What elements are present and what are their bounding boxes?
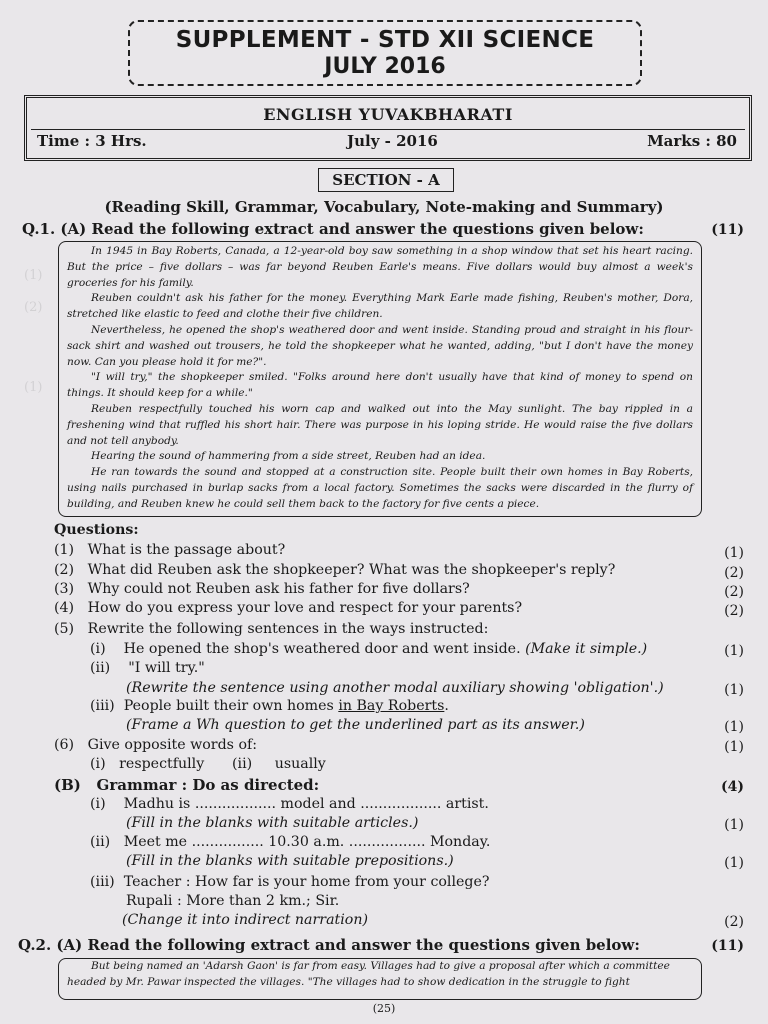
extract-paragraph: Nevertheless, he opened the shop's weathered door and went inside. Standing proud and straight in his flour-sack shirt and washed out trousers, he told the shopkeeper what he wanted, adding, "but I don't have the money now. Can you please hold it for me?". — [67, 323, 693, 368]
question-marks: (2) — [724, 565, 744, 581]
question-text: Rewrite the following sentences in the ways instructed: — [87, 621, 489, 637]
question-heading — [18, 936, 640, 954]
question-text: What is the passage about? — [87, 542, 286, 558]
question-text: How do you express your love and respect for your parents? — [87, 600, 523, 616]
supplement-subtitle: JULY 2016 — [324, 54, 446, 79]
paper-time: Time : 3 Hrs. — [37, 132, 147, 150]
supplement-header — [128, 20, 642, 86]
question-marks: (11) — [711, 938, 744, 954]
sub-question-number: (i) — [90, 641, 106, 657]
sub-question-text: Madhu is .................. model and .................. artist. — [123, 796, 489, 812]
extract-paragraph: In 1945 in Bay Roberts, Canada, a 12-year-old boy saw something in a shop window that set his heart racing. But the price – five dollars – was far beyond Reuben Earle's means. Five dollars would buy almost a week's groceries for his family. — [67, 245, 693, 289]
sub-question-number: (i) — [90, 796, 106, 812]
instruction-text: (Rewrite the sentence using another modal auxiliary showing 'obligation'.) — [126, 680, 664, 696]
section-subtitle: (Reading Skill, Grammar, Vocabulary, Note-making and Summary) — [104, 198, 664, 216]
sub-question-number: (iii) — [90, 698, 115, 714]
sub-question — [90, 698, 449, 714]
question-number: Q.2. (A) — [18, 936, 83, 954]
sub-question-number: (i) — [90, 756, 106, 772]
question-item — [54, 621, 488, 637]
divider — [31, 129, 745, 130]
sub-question-text: People built their own homes — [123, 698, 339, 714]
sub-question-text: "I will try." — [128, 660, 205, 676]
question-number: (4) — [54, 600, 75, 616]
question-marks: (1) — [724, 545, 744, 561]
reading-extract — [58, 958, 702, 1000]
extract-paragraph: He ran towards the sound and stopped at a construction site. People built their own homes in Bay Roberts, using nails purchased in burlap sacks from a local factory. Sometimes the sacks were discarded in the flurry of building, and Reuben knew he could sell them back to the factory for five cents a piece. — [67, 466, 693, 510]
question-number: (1) — [54, 542, 75, 558]
question-marks: (1) — [724, 682, 744, 698]
question-number: (B) — [54, 776, 81, 794]
extract-paragraph: But being named an 'Adarsh Gaon' is far from easy. Villages had to give a proposal after which a committee headed by Mr. Pawar inspected the villages. "The villages had to show dedication in the struggle to fight — [67, 960, 670, 988]
question-marks: (2) — [724, 584, 744, 600]
sub-question-text: usually — [274, 756, 326, 772]
bleed-through-mark: (1) — [24, 268, 43, 283]
question-text: Grammar : Do as directed: — [96, 776, 320, 794]
paper-marks: Marks : 80 — [647, 132, 737, 150]
sub-question-text: Meet me ................ 10.30 a.m. ................. Monday. — [123, 834, 491, 850]
instruction-text: (Change it into indirect narration) — [122, 912, 368, 928]
sub-question — [90, 660, 205, 676]
sub-question — [90, 641, 647, 657]
sub-question-text: . — [444, 698, 449, 714]
question-item — [54, 737, 257, 753]
question-marks: (1) — [724, 643, 744, 659]
bleed-through-mark: (2) — [24, 300, 43, 315]
question-heading — [54, 776, 319, 794]
question-marks: (2) — [724, 914, 744, 930]
bleed-through-mark: (1) — [24, 380, 43, 395]
sub-question-number: (ii) — [90, 834, 111, 850]
subject-title: ENGLISH YUVAKBHARATI — [263, 105, 513, 124]
instruction-text: (Make it simple.) — [525, 641, 648, 657]
question-marks: (1) — [724, 739, 744, 755]
paper-info-box — [24, 95, 752, 161]
reading-extract — [58, 241, 702, 517]
sub-question — [90, 756, 204, 772]
question-marks: (4) — [721, 779, 744, 795]
sub-question-number: (ii) — [232, 756, 253, 772]
sub-question — [90, 874, 489, 890]
sub-question — [232, 756, 326, 772]
question-number: (2) — [54, 562, 75, 578]
paper-date: July - 2016 — [347, 132, 438, 150]
question-number: (3) — [54, 581, 75, 597]
question-item — [54, 600, 522, 616]
question-marks: (11) — [711, 222, 744, 238]
question-number: (5) — [54, 621, 75, 637]
question-marks: (2) — [724, 603, 744, 619]
question-item — [54, 581, 470, 597]
section-label: SECTION - A — [318, 168, 454, 192]
question-heading — [22, 220, 644, 238]
sub-question-number: (ii) — [90, 660, 111, 676]
question-text: Read the following extract and answer the questions given below: — [87, 936, 640, 954]
question-item — [54, 562, 615, 578]
supplement-title: SUPPLEMENT - STD XII SCIENCE — [175, 27, 595, 53]
sub-question — [90, 796, 489, 812]
instruction-text: (Fill in the blanks with suitable articles.) — [126, 815, 419, 831]
extract-paragraph: "I will try," the shopkeeper smiled. "Folks around here don't usually have that kind of money to spend on things. It should keep for a while." — [67, 371, 693, 400]
underlined-text: in Bay Roberts — [338, 698, 445, 714]
question-marks: (1) — [724, 817, 744, 833]
sub-question-text: Rupali : More than 2 km.; Sir. — [126, 893, 340, 909]
question-text: Read the following extract and answer the questions given below: — [91, 220, 644, 238]
sub-question-text: He opened the shop's weathered door and went inside. — [123, 641, 521, 657]
question-text: What did Reuben ask the shopkeeper? What was the shopkeeper's reply? — [87, 562, 616, 578]
extract-paragraph: Reuben couldn't ask his father for the money. Everything Mark Earle made fishing, Reuben's mother, Dora, stretched like elastic to feed and clothe their five children. — [67, 292, 693, 321]
sub-question — [90, 834, 490, 850]
instruction-text: (Frame a Wh question to get the underlined part as its answer.) — [126, 717, 585, 733]
question-marks: (1) — [724, 855, 744, 871]
instruction-text: (Fill in the blanks with suitable prepositions.) — [126, 853, 454, 869]
sub-question-text: respectfully — [119, 756, 205, 772]
question-text: Why could not Reuben ask his father for five dollars? — [87, 581, 470, 597]
page-number: (25) — [372, 1002, 396, 1015]
question-number: (6) — [54, 737, 75, 753]
question-item — [54, 542, 285, 558]
extract-paragraph: Reuben respectfully touched his worn cap and walked out into the May sunlight. The bay rippled in a freshening wind that ruffled his short hair. There was purpose in his loping stride. He would raise the five dollars and not tell anybody. — [67, 402, 693, 447]
questions-heading: Questions: — [54, 522, 139, 538]
question-number: Q.1. (A) — [22, 220, 87, 238]
question-marks: (1) — [724, 719, 744, 735]
extract-paragraph: Hearing the sound of hammering from a side street, Reuben had an idea. — [91, 450, 486, 463]
sub-question-number: (iii) — [90, 874, 115, 890]
sub-question-text: Teacher : How far is your home from your college? — [123, 874, 490, 890]
question-text: Give opposite words of: — [87, 737, 258, 753]
